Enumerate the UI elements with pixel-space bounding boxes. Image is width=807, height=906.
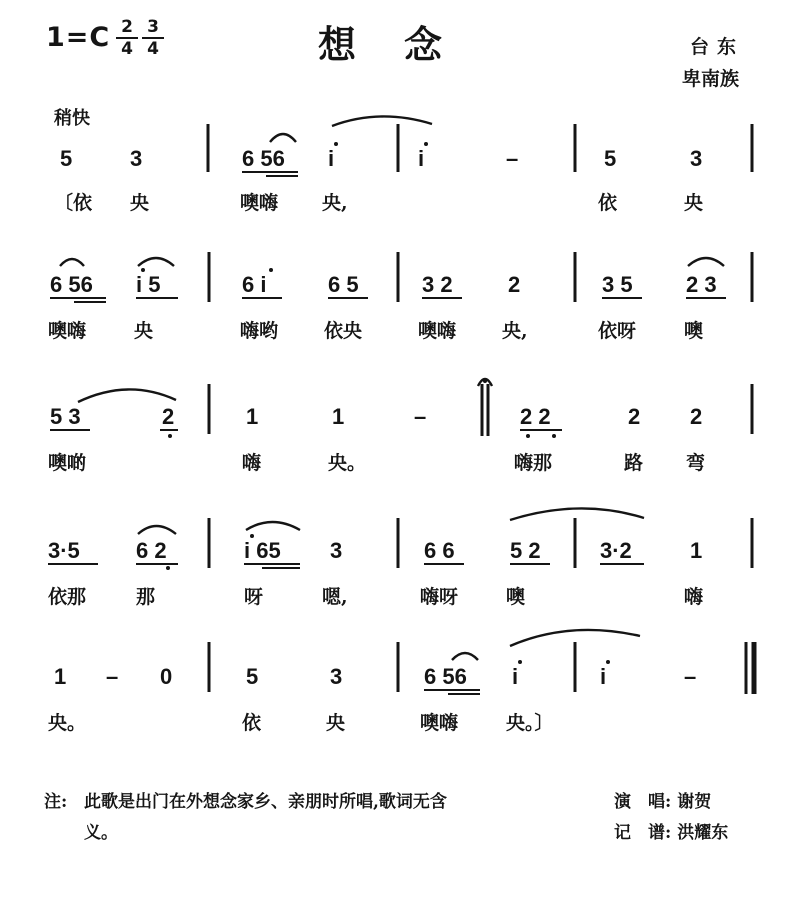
note-group: 6 2 — [136, 538, 167, 563]
lyric: 央 — [130, 192, 150, 214]
lyric: 嗨哟 — [240, 320, 279, 342]
slur — [78, 389, 176, 402]
singer-label: 演 唱: — [614, 792, 672, 812]
time-signature-denominator: 4 — [147, 39, 159, 59]
note-group: 6 56 — [424, 664, 467, 689]
note: 3 — [330, 538, 343, 563]
octave-dot — [552, 434, 556, 438]
note: 3 — [330, 664, 343, 689]
lyric: 央。〕 — [506, 712, 554, 734]
lyric: 噢嗨 — [420, 712, 459, 734]
slur — [138, 526, 176, 534]
octave-dot — [518, 660, 522, 664]
slur — [452, 653, 478, 660]
lyric: 噢嗨 — [240, 192, 279, 214]
lyric: 〔依 — [54, 192, 93, 214]
note-group: 2 2 — [520, 404, 551, 429]
octave-dot — [526, 434, 530, 438]
time-signature-numerator: 3 — [142, 18, 164, 39]
lyric: 呀 — [244, 586, 264, 608]
octave-dot — [269, 268, 273, 272]
key-signature: 1=C — [46, 22, 111, 53]
note: 5 — [246, 664, 259, 689]
note-group: 6 56 — [242, 146, 285, 171]
note-group: i 5 — [136, 272, 161, 297]
octave-dot — [166, 566, 170, 570]
octave-dot — [168, 434, 172, 438]
note-group: 6 i — [242, 272, 267, 297]
lyric: 央, — [502, 320, 528, 342]
lyric: 嗨呀 — [420, 586, 459, 608]
beam-underlines — [48, 172, 726, 694]
lyric: 弯 — [686, 452, 706, 474]
note-group: 6 56 — [50, 272, 93, 297]
note-group: 6 6 — [424, 538, 455, 563]
lyric: 嗨 — [242, 452, 262, 474]
song-region: 台东 — [690, 36, 745, 58]
note-dash: – — [684, 664, 697, 689]
slur — [138, 258, 174, 266]
octave-dot — [141, 268, 145, 272]
note: 1 — [54, 664, 67, 689]
lyric: 央 — [684, 192, 704, 214]
note: 1 — [690, 538, 703, 563]
lyric: 央 — [134, 320, 154, 342]
notation-name: 洪耀东 — [677, 823, 729, 843]
note-dash: – — [506, 146, 519, 171]
lyric: 依 — [242, 712, 262, 734]
octave-dot — [334, 142, 338, 146]
octave-dot — [250, 534, 254, 538]
slurs — [60, 116, 724, 660]
note: 3 — [130, 146, 143, 171]
note: 2 — [162, 404, 175, 429]
octave-dots — [141, 142, 610, 664]
note-group: i 65 — [244, 538, 281, 563]
lyric: 依那 — [48, 586, 87, 608]
note-rest: 0 — [160, 664, 173, 689]
note-dash: – — [414, 404, 427, 429]
lyric: 嗯, — [322, 586, 348, 608]
lyric: 央。 — [328, 452, 367, 474]
note-dash: – — [106, 664, 119, 689]
lyric: 嗨那 — [514, 452, 553, 474]
lyric: 央。 — [48, 712, 87, 734]
note: i — [600, 664, 607, 689]
song-title: 想念 — [318, 22, 491, 67]
song-ethnic-group: 卑南族 — [682, 68, 740, 90]
note-group: 2 3 — [686, 272, 717, 297]
slur — [270, 134, 296, 142]
tempo-marking: 稍快 — [54, 108, 90, 129]
note: i — [328, 146, 335, 171]
fermata-dot — [483, 379, 487, 383]
note-text: 此歌是出门在外想念家乡、亲朋时所唱,歌词无含义。 — [84, 792, 447, 843]
singer-name: 谢贺 — [677, 792, 712, 812]
lyric: 噢嗨 — [418, 320, 457, 342]
octave-dot — [606, 660, 610, 664]
lyric: 噢嗨 — [48, 320, 87, 342]
note-group: 5 2 — [510, 538, 541, 563]
slur — [510, 508, 644, 520]
lyric: 噢 — [684, 320, 704, 342]
note-group: 5 3 — [50, 404, 81, 429]
note-group: 3·5 — [48, 538, 80, 563]
bar-lines — [208, 124, 754, 694]
lyric: 依呀 — [598, 320, 637, 342]
lyric: 噢 — [506, 586, 526, 608]
note-group: 3·2 — [600, 538, 632, 563]
notation-label: 记 谱: — [614, 823, 672, 843]
lyric: 那 — [136, 586, 156, 608]
lyric: 噢啲 — [48, 452, 87, 474]
note: 1 — [246, 404, 259, 429]
notation-credit — [614, 818, 728, 843]
lyric: 嗨 — [684, 586, 704, 608]
slur — [332, 116, 432, 126]
singer-credit — [614, 787, 711, 812]
note: 5 — [60, 146, 73, 171]
lyric: 央, — [322, 192, 348, 214]
lyric: 央 — [326, 712, 346, 734]
note: 1 — [332, 404, 345, 429]
slur — [246, 522, 300, 530]
note-label: 注: — [44, 792, 68, 812]
note: 2 — [628, 404, 641, 429]
note-group: 6 5 — [328, 272, 359, 297]
lyric: 依 — [598, 192, 618, 214]
note-group: 3 2 — [422, 272, 453, 297]
note: i — [512, 664, 519, 689]
note-group: 3 5 — [602, 272, 633, 297]
lyric: 路 — [624, 452, 644, 474]
slur — [688, 258, 724, 266]
note: i — [418, 146, 425, 171]
lyric: 依央 — [324, 320, 363, 342]
time-signature-numerator: 2 — [116, 18, 138, 39]
slur — [60, 259, 84, 266]
note: 2 — [508, 272, 521, 297]
note: 2 — [690, 404, 703, 429]
octave-dot — [424, 142, 428, 146]
note: 3 — [690, 146, 703, 171]
note: 5 — [604, 146, 617, 171]
time-signature-denominator: 4 — [121, 39, 133, 59]
